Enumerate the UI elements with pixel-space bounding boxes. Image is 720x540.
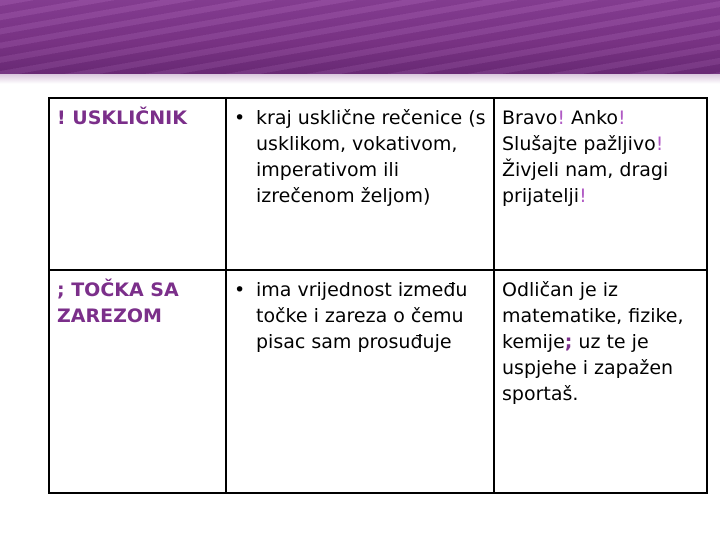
- term-label: ; TOČKA SA ZAREZOM: [57, 279, 179, 327]
- semicolon-mark: ;: [564, 331, 573, 353]
- rule-cell: [226, 98, 494, 270]
- punctuation-table: [48, 97, 708, 494]
- table-row: [49, 98, 707, 270]
- exclamation-mark: !: [557, 107, 565, 129]
- example-cell: [494, 270, 707, 493]
- rule-text: kraj usklične rečenice (s usklikom, vokativom, imperativom ili izrečenom željom): [256, 107, 486, 207]
- rule-item: [234, 105, 487, 209]
- exclamation-mark: !: [618, 107, 626, 129]
- bullet-icon: •: [234, 279, 246, 301]
- table-row: [49, 270, 707, 493]
- rule-item: [234, 277, 487, 355]
- term-cell: [49, 270, 226, 493]
- example-cell: [494, 98, 707, 270]
- bullet-icon: •: [234, 107, 246, 129]
- exclamation-mark: !: [579, 185, 587, 207]
- header-band-fade: [0, 74, 720, 84]
- rule-text: ima vrijednost između točke i zareza o čemu pisac sam prosuđuje: [256, 279, 468, 353]
- example-text: Bravo! Anko! Slušajte pažljivo! Živjeli nam, dragi prijatelji!: [502, 107, 669, 207]
- example-text: Odličan je iz matematike, fizike, kemije; uz te je uspjehe i zapažen sportaš.: [502, 279, 684, 405]
- term-label: ! USKLIČNIK: [57, 107, 187, 129]
- exclamation-mark: !: [655, 133, 664, 155]
- term-cell: [49, 98, 226, 270]
- rule-cell: [226, 270, 494, 493]
- header-band: [0, 0, 720, 74]
